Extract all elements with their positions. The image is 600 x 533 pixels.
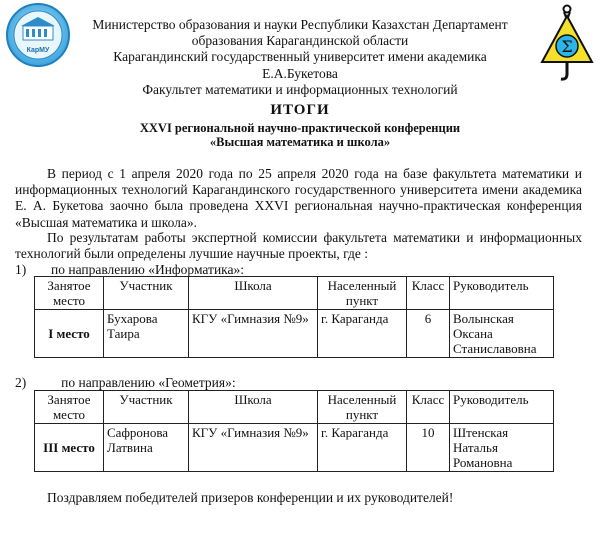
participant-cell: Бухарова Таира: [104, 310, 189, 358]
school-cell: КГУ «Гимназия №9»: [189, 424, 318, 472]
school-cell: КГУ «Гимназия №9»: [189, 310, 318, 358]
grade-cell: 10: [407, 424, 450, 472]
conference-subtitle: [0, 121, 600, 149]
header-cell: Населенный пункт: [318, 277, 407, 310]
header-line: Карагандинский государственный университет имени академика: [113, 49, 487, 65]
header-cell: Руководитель: [450, 277, 554, 310]
supervisor-cell: Волынская Оксана Станиславовна: [450, 310, 554, 358]
header-line: образования Карагандинской области: [191, 33, 409, 49]
logo-left-text: КарМУ: [26, 47, 50, 54]
city-cell: г. Караганда: [318, 310, 407, 358]
results-table-informatics: [34, 276, 554, 358]
header-line: Е.А.Букетова: [262, 65, 338, 81]
subtitle-line-2: «Высшая математика и школа»: [209, 135, 391, 149]
university-logo: [3, 2, 73, 68]
header-line: Факультет математики и информационных технологий: [142, 81, 458, 97]
header-cell: Класс: [407, 391, 450, 424]
section-title: по направлению «Информатика»:: [51, 262, 245, 277]
header-cell: Школа: [189, 391, 318, 424]
section-title: по направлению «Геометрия»:: [61, 375, 236, 390]
closing-congratulations: Поздравляем победителей призеров конференции и их руководителей!: [47, 490, 454, 505]
faculty-logo: [538, 2, 596, 82]
table-row: [35, 310, 554, 358]
table-header-row: [35, 277, 554, 310]
intro-paragraph: В период с 1 апреля 2020 года по 25 апреля 2020 года на базе факультета математики и информационных технологий Карагандинского государственного университета имени академика Е. А. Букетова заочно была проведена XXVI региональная научно-практическая конференция «Высшая математика и школа».: [15, 166, 582, 230]
section-heading-geometry: [15, 375, 236, 391]
table-header-row: [35, 391, 554, 424]
ministry-header: [90, 17, 510, 98]
header-cell: Занятое место: [35, 277, 104, 310]
results-paragraph: По результатам работы экспертной комиссии факультета математики и информационных технологий были определены лучшие научные проекты, где :: [15, 230, 582, 262]
subtitle-line-1: XXVI региональной научно-практической конференции: [139, 121, 461, 135]
place-cell: I место: [35, 310, 104, 358]
table-row: [35, 424, 554, 472]
header-cell: Участник: [104, 277, 189, 310]
place-cell: III место: [35, 424, 104, 472]
section-number: 2): [15, 375, 27, 390]
supervisor-cell: Штенская Наталья Романовна: [450, 424, 554, 472]
header-cell: Участник: [104, 391, 189, 424]
results-table-geometry: [34, 390, 554, 472]
city-cell: г. Караганда: [318, 424, 407, 472]
document-title: ИТОГИ: [270, 102, 330, 118]
grade-cell: 6: [407, 310, 450, 358]
header-cell: Занятое место: [35, 391, 104, 424]
section-number: 1): [15, 262, 27, 277]
header-cell: Населенный пункт: [318, 391, 407, 424]
header-cell: Школа: [189, 277, 318, 310]
header-cell: Класс: [407, 277, 450, 310]
header-line: Министерство образования и науки Республики Казахстан Департамент: [92, 17, 508, 32]
header-cell: Руководитель: [450, 391, 554, 424]
participant-cell: Сафронова Латвина: [104, 424, 189, 472]
sigma-icon: Σ: [561, 37, 573, 56]
